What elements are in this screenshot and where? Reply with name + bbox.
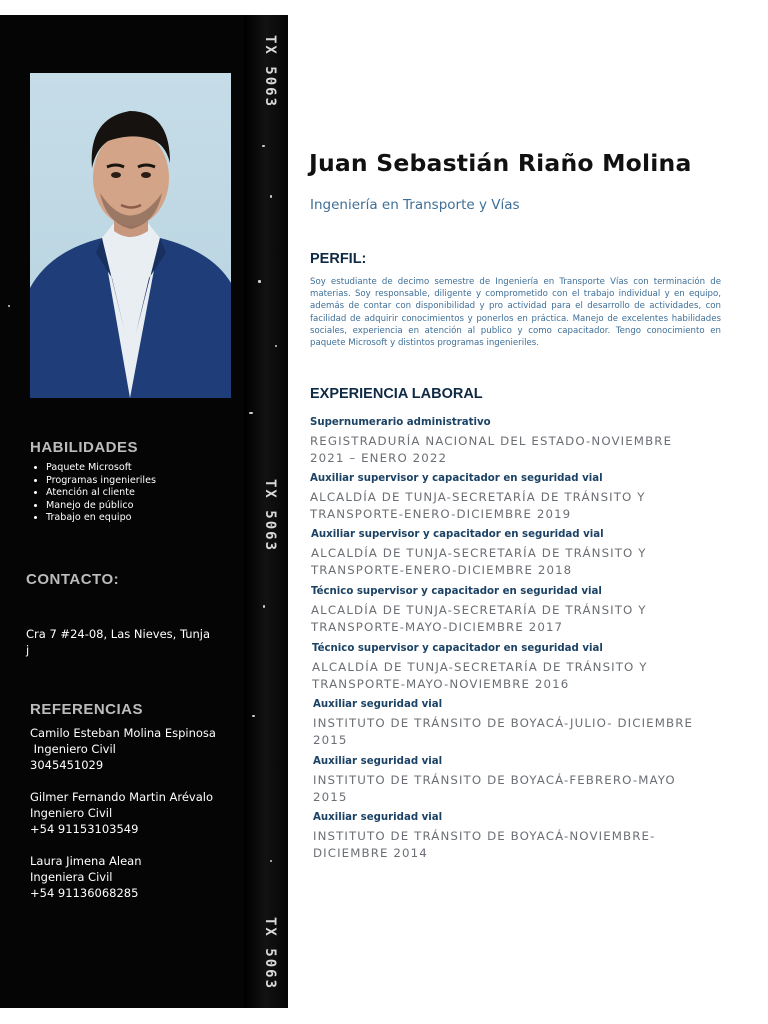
experience-entry <box>310 473 730 522</box>
sidebar <box>0 15 288 1008</box>
film-label-bottom: TX 5063 <box>262 917 278 991</box>
job-organization: INSTITUTO DE TRÁNSITO DE BOYACÁ-JULIO- DICIEMBRE 2015 <box>313 716 694 747</box>
person-portrait-icon <box>30 73 231 398</box>
speck <box>262 145 265 147</box>
job-role: Auxiliar seguridad vial <box>313 756 443 767</box>
skill-item: • Manejo de público <box>46 500 256 513</box>
job-role: Auxiliar seguridad vial <box>313 812 443 823</box>
profile-heading: PERFIL: <box>310 251 367 267</box>
job-role: Técnico supervisor y capacitador en seguridad vial <box>312 643 603 654</box>
reference-entry <box>30 853 245 901</box>
job-organization: REGISTRADURÍA NACIONAL DEL ESTADO-NOVIEMBRE 2021 – ENERO 2022 <box>310 434 673 465</box>
speck <box>275 345 277 347</box>
contact-address-tail: j <box>26 643 30 657</box>
skill-item: • Paquete Microsoft <box>46 462 256 475</box>
experience-heading: EXPERIENCIA LABORAL <box>310 386 483 402</box>
speck <box>263 605 265 608</box>
job-role: Auxiliar supervisor y capacitador en seguridad vial <box>310 473 603 484</box>
reference-name: Camilo Esteban Molina Espinosa <box>30 726 216 740</box>
job-role: Auxiliar supervisor y capacitador en seguridad vial <box>311 529 604 540</box>
reference-entry <box>30 789 245 837</box>
reference-name: Laura Jimena Alean <box>30 854 142 868</box>
reference-phone: 3045451029 <box>30 758 104 772</box>
job-organization: INSTITUTO DE TRÁNSITO DE BOYACÁ-NOVIEMBRE-DICIEMBRE 2014 <box>313 829 656 860</box>
experience-entry <box>312 643 732 692</box>
profile-text: Soy estudiante de decimo semestre de Ingeniería en Transporte Vías con terminación de materias. Soy responsable, diligente y comprometido con el trabajo individual y en equipo, además de contar con disponibilidad y pro actividad para el desarrollo de actividades, con facilidad de adquirir conocimientos y ponerlos en práctica. Manejo de excelentes habilidades sociales, experiencia en atención al publico y como capacitador. Tengo conocimiento en paquete Microsoft y distintos programas ingenieriles. <box>310 277 721 349</box>
reference-role: Ingeniero Civil <box>30 806 113 820</box>
speck <box>249 412 253 414</box>
skill-item: • Programas ingenieriles <box>46 475 256 488</box>
contact-address: Cra 7 #24-08, Las Nieves, Tunja <box>26 627 211 641</box>
job-role: Técnico supervisor y capacitador en seguridad vial <box>311 586 602 597</box>
speck <box>252 715 255 717</box>
skill-item: • Atención al cliente <box>46 487 256 500</box>
job-role: Supernumerario administrativo <box>310 417 491 428</box>
speck <box>258 280 261 283</box>
job-organization: ALCALDÍA DE TUNJA-SECRETARÍA DE TRÁNSITO Y TRANSPORTE-MAYO-NOVIEMBRE 2016 <box>312 660 648 691</box>
reference-role: Ingeniera Civil <box>30 870 113 884</box>
job-organization: ALCALDÍA DE TUNJA-SECRETARÍA DE TRÁNSITO Y TRANSPORTE-ENERO-DICIEMBRE 2019 <box>310 490 646 521</box>
reference-role: Ingeniero Civil <box>30 742 116 756</box>
experience-entry <box>313 756 733 805</box>
job-organization: INSTITUTO DE TRÁNSITO DE BOYACÁ-FEBRERO-MAYO 2015 <box>313 773 676 804</box>
experience-entry <box>313 812 733 861</box>
reference-phone: +54 91153103549 <box>30 822 139 836</box>
contact-block <box>26 626 226 658</box>
film-label-top: TX 5063 <box>262 35 278 109</box>
job-organization: ALCALDÍA DE TUNJA-SECRETARÍA DE TRÁNSITO Y TRANSPORTE-MAYO-DICIEMBRE 2017 <box>311 603 647 634</box>
candidate-name: Juan Sebastián Riaño Molina <box>309 149 692 177</box>
reference-phone: +54 91136068285 <box>30 886 139 900</box>
film-label-middle: TX 5063 <box>262 479 278 553</box>
speck <box>8 305 10 307</box>
job-role: Auxiliar seguridad vial <box>313 699 443 710</box>
experience-entry <box>310 417 730 466</box>
reference-entry <box>30 725 245 773</box>
skill-item: • Trabajo en equipo <box>46 512 256 525</box>
speck <box>270 860 272 862</box>
reference-name: Gilmer Fernando Martin Arévalo <box>30 790 214 804</box>
contact-heading: CONTACTO: <box>26 571 120 588</box>
candidate-title: Ingeniería en Transporte y Vías <box>310 197 520 213</box>
skills-heading: HABILIDADES <box>30 439 139 456</box>
profile-photo <box>30 73 231 398</box>
skills-list <box>32 462 256 525</box>
experience-entry <box>311 586 731 635</box>
experience-entry <box>313 699 733 748</box>
references-heading: REFERENCIAS <box>30 701 144 718</box>
experience-entry <box>311 529 731 578</box>
speck <box>270 195 272 198</box>
job-organization: ALCALDÍA DE TUNJA-SECRETARÍA DE TRÁNSITO Y TRANSPORTE-ENERO-DICIEMBRE 2018 <box>311 546 647 577</box>
